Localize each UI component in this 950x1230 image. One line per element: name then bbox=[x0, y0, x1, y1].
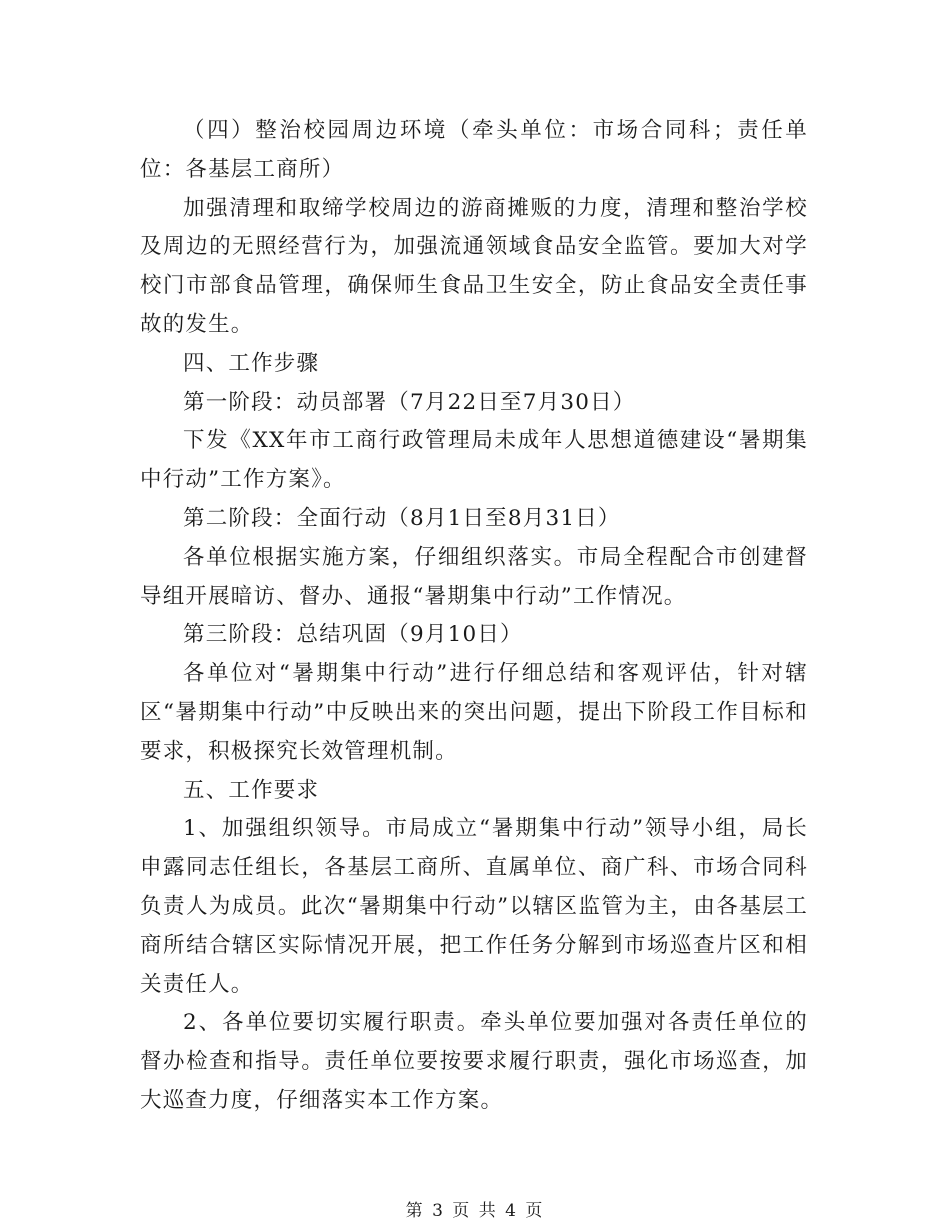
document-body bbox=[140, 112, 808, 1121]
section-heading-requirements: 五、工作要求 bbox=[183, 777, 320, 803]
section-heading-campus: （四）整治校园周边环境（牵头单位：市场合同科；责任单位：各基层工商所） bbox=[140, 118, 808, 182]
stage-one-detail: 下发《XX年市工商行政管理局未成年人思想道德建设“暑期集中行动”工作方案》。 bbox=[140, 428, 808, 493]
stage-three-heading: 第三阶段：总结巩固（9月10日） bbox=[183, 622, 523, 648]
page-number-label: 第 3 页 共 4 页 bbox=[405, 1201, 545, 1221]
paragraph-campus-detail: 加强清理和取缔学校周边的游商摊贩的力度，清理和整治学校及周边的无照经营行为，加强流通领域食品安全监管。要加大对学校门市部食品管理，确保师生食品卫生安全，防止食品安全责任事故的发生。 bbox=[140, 195, 808, 337]
requirement-item-2: 2、各单位要切实履行职责。牵头单位要加强对各责任单位的督办检查和指导。责任单位要按要求履行职责，强化市场巡查，加大巡查力度，仔细落实本工作方案。 bbox=[140, 1010, 808, 1113]
stage-one-heading: 第一阶段：动员部署（7月22日至7月30日） bbox=[183, 389, 636, 415]
stage-three-detail: 各单位对“暑期集中行动”进行仔细总结和客观评估，针对辖区“暑期集中行动”中反映出来的突出问题，提出下阶段工作目标和要求，积极探究长效管理机制。 bbox=[140, 661, 808, 764]
section-heading-work-steps: 四、工作步骤 bbox=[183, 350, 320, 376]
stage-two-heading: 第二阶段：全面行动（8月1日至8月31日） bbox=[183, 505, 621, 531]
stage-two-detail: 各单位根据实施方案，仔细组织落实。市局全程配合市创建督导组开展暗访、督办、通报“暑期集中行动”工作情况。 bbox=[140, 544, 808, 609]
requirement-item-1: 1、加强组织领导。市局成立“暑期集中行动”领导小组，局长申露同志任组长，各基层工商所、直属单位、商广科、市场合同科负责人为成员。此次“暑期集中行动”以辖区监管为主，由各基层工商所结合辖区实际情况开展，把工作任务分解到市场巡查片区和相关责任人。 bbox=[140, 816, 808, 997]
page-footer bbox=[0, 1196, 950, 1221]
